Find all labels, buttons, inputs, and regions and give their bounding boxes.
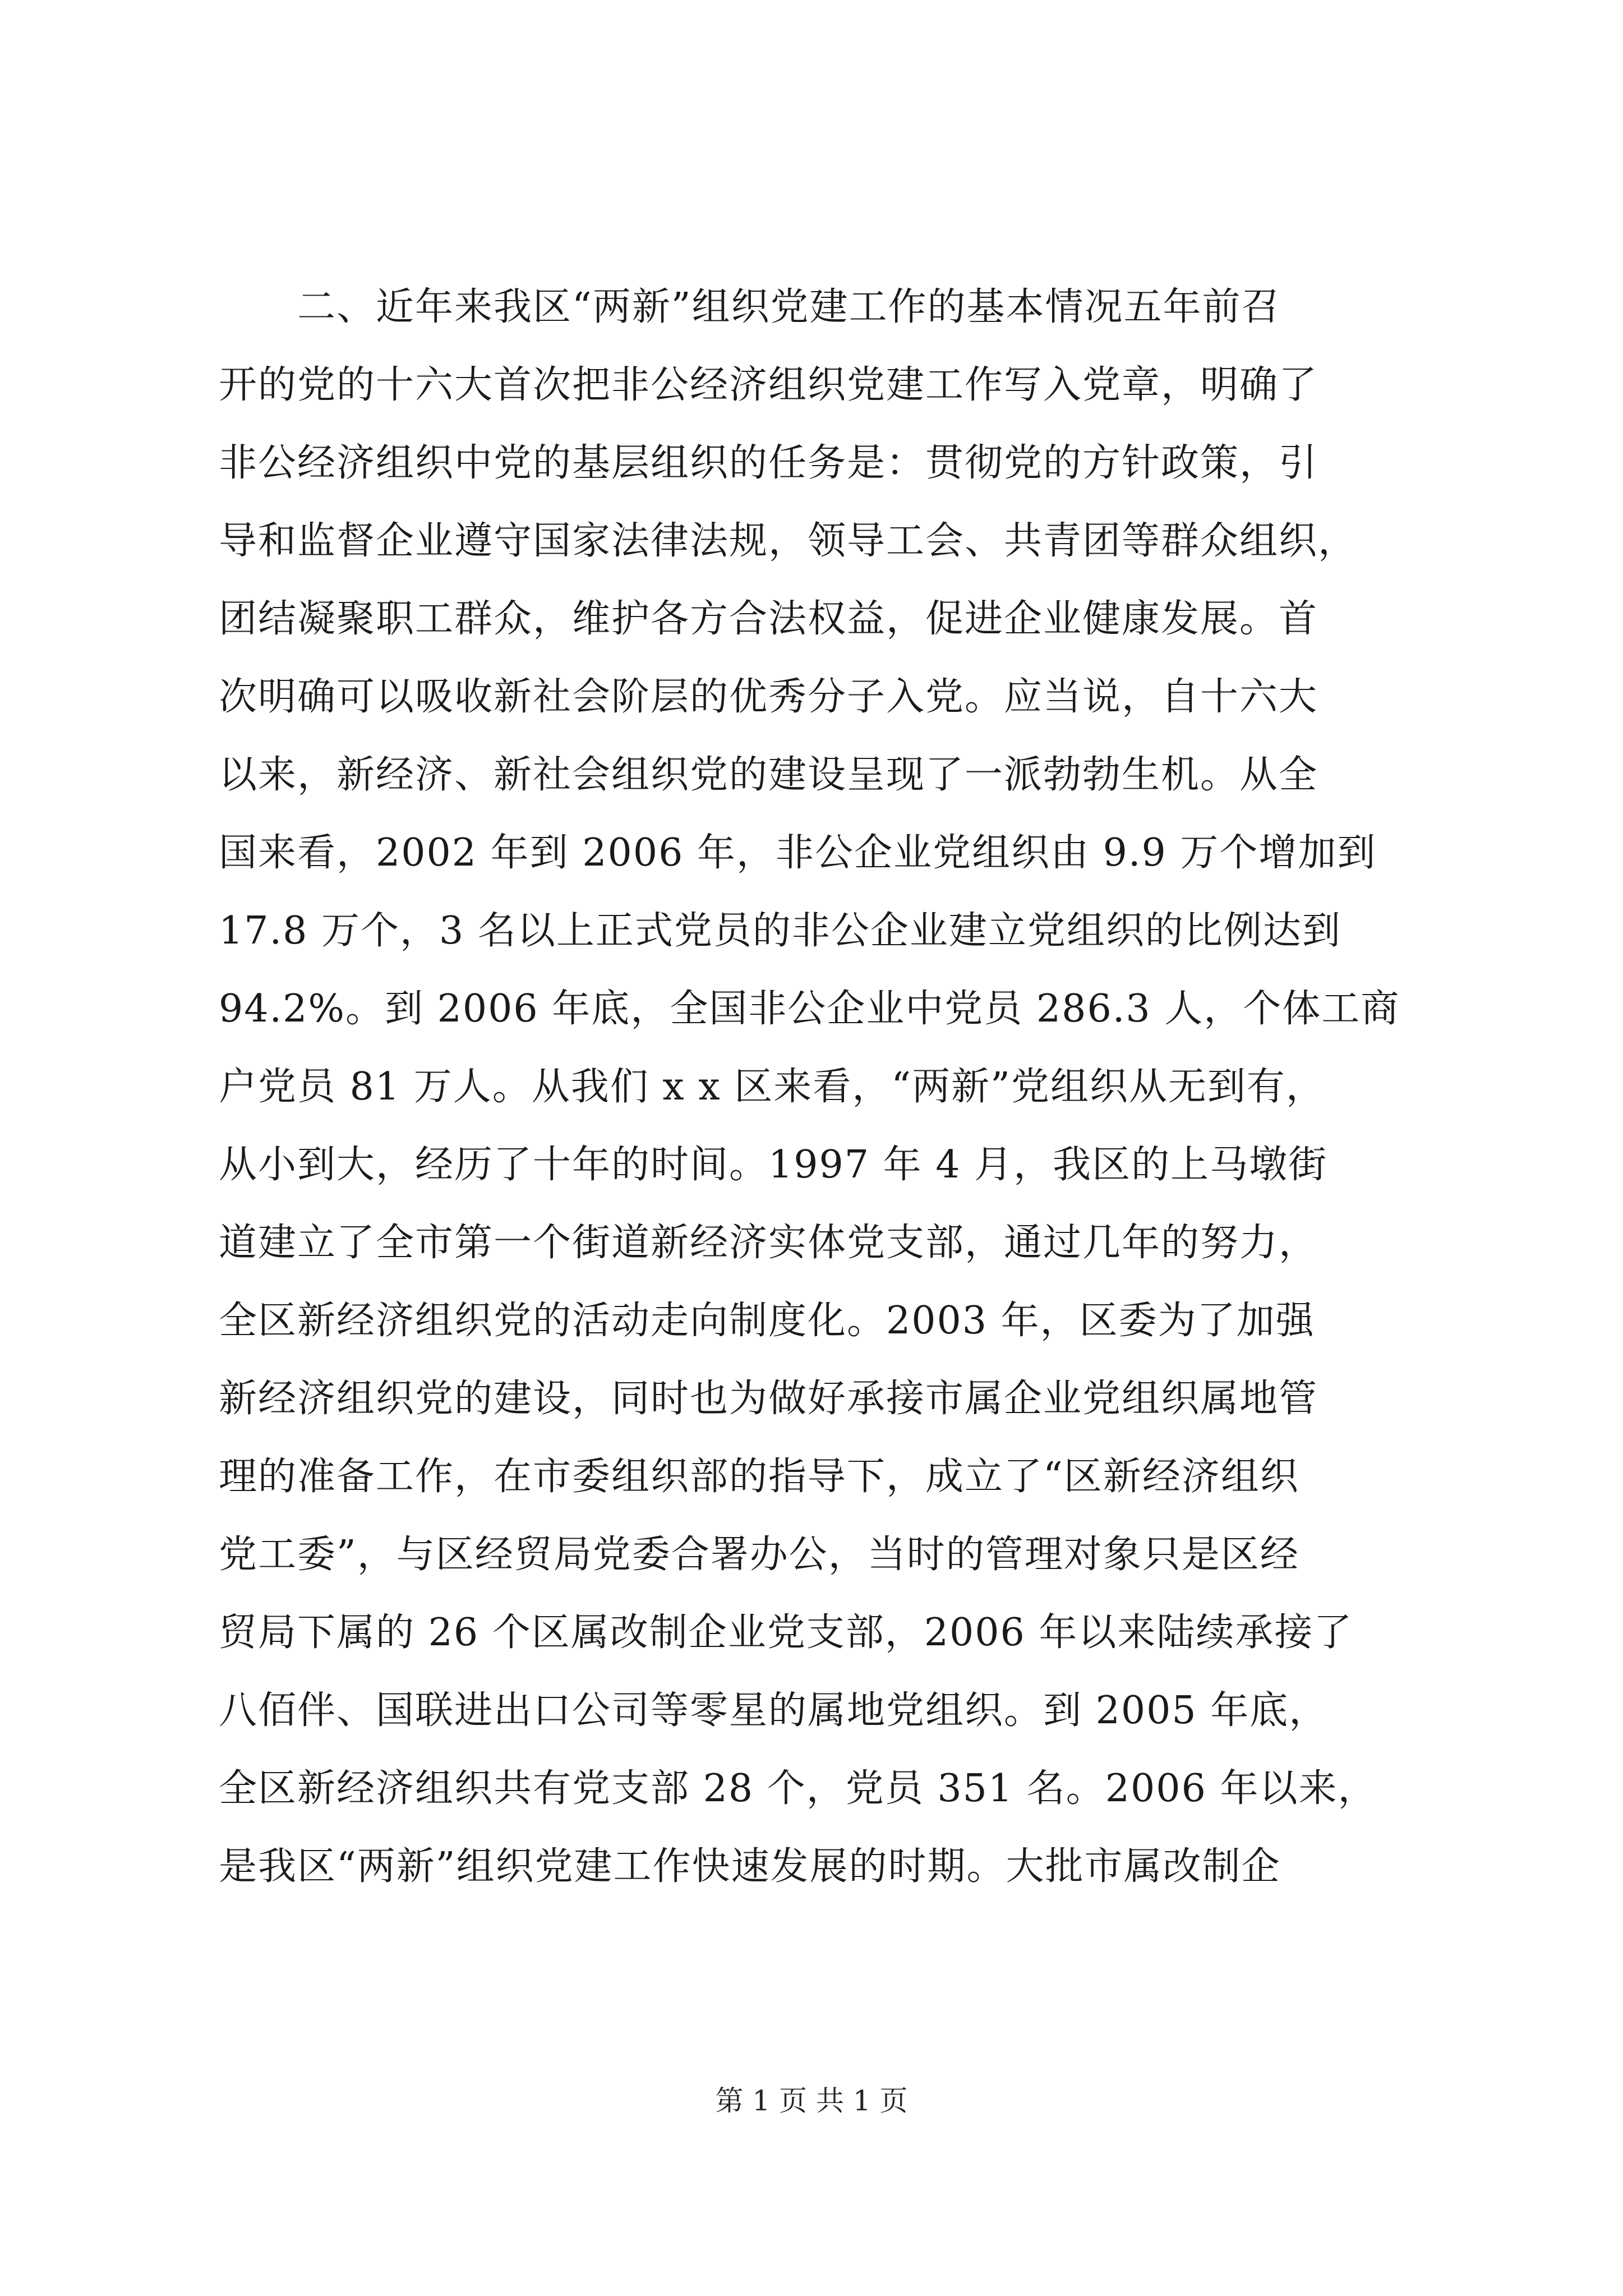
text-line: 理的准备工作，在市委组织部的指导下，成立了“区新经济组织	[219, 1455, 1299, 1499]
text-line: 新经济组织党的建设，同时也为做好承接市属企业党组织属地管	[219, 1377, 1318, 1421]
text-line: 团结凝聚职工群众，维护各方合法权益，促进企业健康发展。首	[219, 597, 1318, 641]
text-line: 导和监督企业遵守国家法律法规，领导工会、共青团等群众组织，	[219, 519, 1358, 563]
text-line: 贸局下属的 26 个区属改制企业党支部，2006 年以来陆续承接了	[219, 1611, 1353, 1655]
text-line: 二、近年来我区“两新”组织党建工作的基本情况五年前召	[297, 285, 1281, 329]
text-line: 以来，新经济、新社会组织党的建设呈现了一派勃勃生机。从全	[219, 753, 1318, 797]
text-line: 党工委”，与区经贸局党委合署办公，当时的管理对象只是区经	[219, 1533, 1299, 1577]
text-line: 17.8 万个，3 名以上正式党员的非公企业建立党组织的比例达到	[219, 909, 1341, 953]
text-line: 全区新经济组织党的活动走向制度化。2003 年，区委为了加强	[219, 1299, 1315, 1343]
text-line: 次明确可以吸收新社会阶层的优秀分子入党。应当说，自十六大	[219, 675, 1318, 719]
text-line: 国来看，2002 年到 2006 年，非公企业党组织由 9.9 万个增加到	[219, 831, 1377, 875]
text-line: 是我区“两新”组织党建工作快速发展的时期。大批市属改制企	[219, 1844, 1281, 1889]
text-line: 户党员 81 万人。从我们 x x 区来看，“两新”党组织从无到有，	[219, 1065, 1325, 1109]
text-line: 八佰伴、国联进出口公司等零星的属地党组织。到 2005 年底，	[219, 1688, 1329, 1733]
text-line: 道建立了全市第一个街道新经济实体党支部，通过几年的努力，	[219, 1221, 1318, 1265]
text-line: 开的党的十六大首次把非公经济组织党建工作写入党章，明确了	[219, 363, 1318, 407]
text-line: 94.2%。到 2006 年底，全国非公企业中党员 286.3 人，个体工商	[219, 987, 1400, 1031]
text-line: 全区新经济组织共有党支部 28 个，党员 351 名。2006 年以来，	[219, 1766, 1377, 1811]
page-number-label: 第 1 页 共 1 页	[715, 2085, 908, 2117]
text-line: 从小到大，经历了十年的时间。1997 年 4 月，我区的上马墩街	[219, 1143, 1328, 1187]
body-paragraph	[219, 268, 1453, 1906]
page-footer	[0, 2084, 1623, 2118]
text-line: 非公经济组织中党的基层组织的任务是：贯彻党的方针政策，引	[219, 441, 1318, 485]
